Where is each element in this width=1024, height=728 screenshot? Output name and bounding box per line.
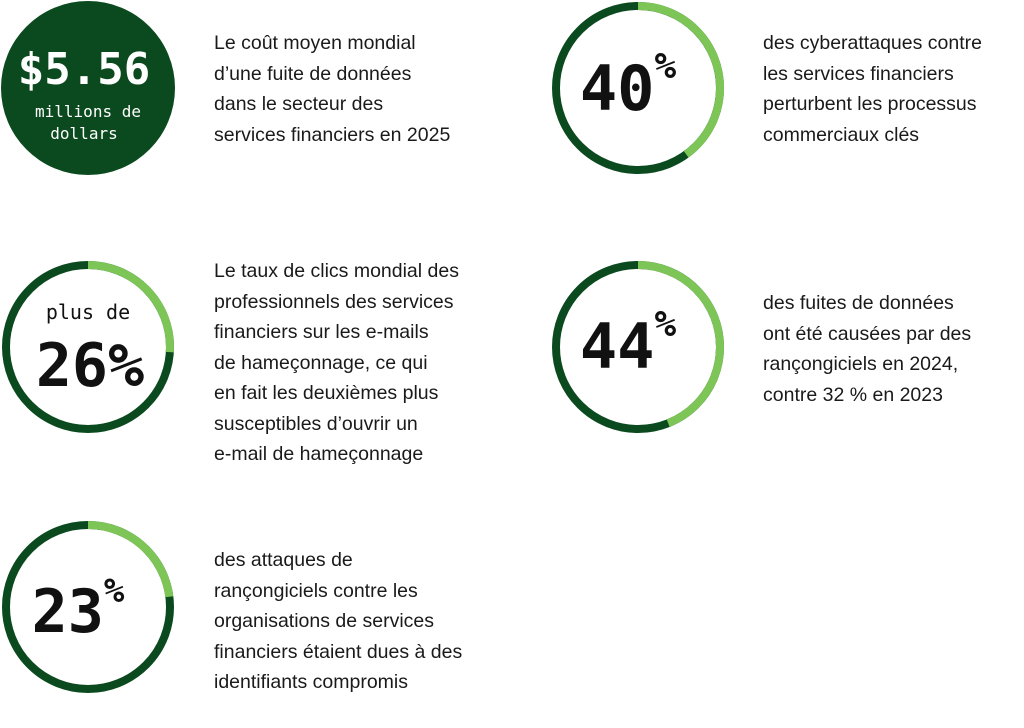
clicks-desc-line: professionnels des services	[214, 290, 454, 313]
clicks-desc-line: financiers sur les e-mails	[214, 321, 429, 343]
disrupt-desc-line: des cyberattaques contre	[763, 32, 982, 54]
svg-text:23%	[32, 571, 125, 647]
ransom-desc-line: rançongiciels en 2024,	[763, 353, 959, 375]
creds-desc-line: rançongiciels contre les	[214, 579, 418, 602]
clicks-desc-line: susceptibles d’ouvrir un	[214, 412, 418, 435]
disrupt-value: 40	[579, 52, 655, 125]
disrupt-percent-sign: %	[654, 46, 677, 87]
ransom-desc-line: ont été causées par des	[763, 322, 972, 345]
stat-creds	[6, 525, 170, 689]
clicks-value: 26%	[35, 331, 145, 401]
cost-desc-line: Le coût moyen mondial	[214, 32, 416, 54]
creds-desc-line: organisations de services	[214, 610, 435, 632]
creds-description	[214, 545, 462, 698]
creds-desc-line: des attaques de	[214, 549, 353, 571]
clicks-prefix: plus de	[45, 300, 131, 324]
disrupt-description	[763, 28, 982, 150]
stat-ransom	[556, 265, 720, 429]
cost-value: $5.56	[17, 44, 151, 95]
ransom-desc-line: contre 32 % en 2023	[763, 383, 943, 406]
cost-unit-line-2: dollars	[50, 124, 118, 143]
ransom-value: 44	[579, 310, 655, 383]
cost-desc-line: dans le secteur des	[214, 93, 384, 115]
ransom-description	[763, 288, 971, 410]
stat-cost	[1, 1, 175, 175]
creds-desc-line: financiers étaient dues à des	[214, 640, 463, 663]
ransom-percent-sign: %	[654, 304, 677, 345]
creds-desc-line: identifiants compromis	[214, 671, 408, 693]
disrupt-desc-line: les services financiers	[763, 62, 954, 85]
disrupt-desc-line: perturbent les processus	[763, 93, 977, 115]
stat-clicks	[6, 265, 170, 429]
svg-text:44%	[580, 304, 677, 383]
svg-text:40%	[580, 46, 677, 125]
ransom-desc-line: des fuites de données	[763, 292, 954, 314]
clicks-desc-line: e-mail de hameçonnage	[214, 443, 424, 465]
cost-desc-line: d’une fuite de données	[214, 62, 412, 85]
cost-description	[214, 28, 450, 150]
clicks-desc-line: Le taux de clics mondial des	[214, 260, 459, 282]
clicks-description	[214, 256, 459, 470]
clicks-desc-line: en fait les deuxièmes plus	[214, 382, 439, 404]
cost-unit-line-1: millions de	[35, 102, 141, 121]
creds-percent-sign: %	[103, 571, 125, 611]
clicks-desc-line: de hameçonnage, ce qui	[214, 351, 428, 374]
creds-value: 23	[31, 577, 104, 647]
stat-disrupt	[556, 6, 720, 170]
cost-desc-line: services financiers en 2025	[214, 123, 451, 146]
disrupt-desc-line: commerciaux clés	[763, 123, 920, 146]
